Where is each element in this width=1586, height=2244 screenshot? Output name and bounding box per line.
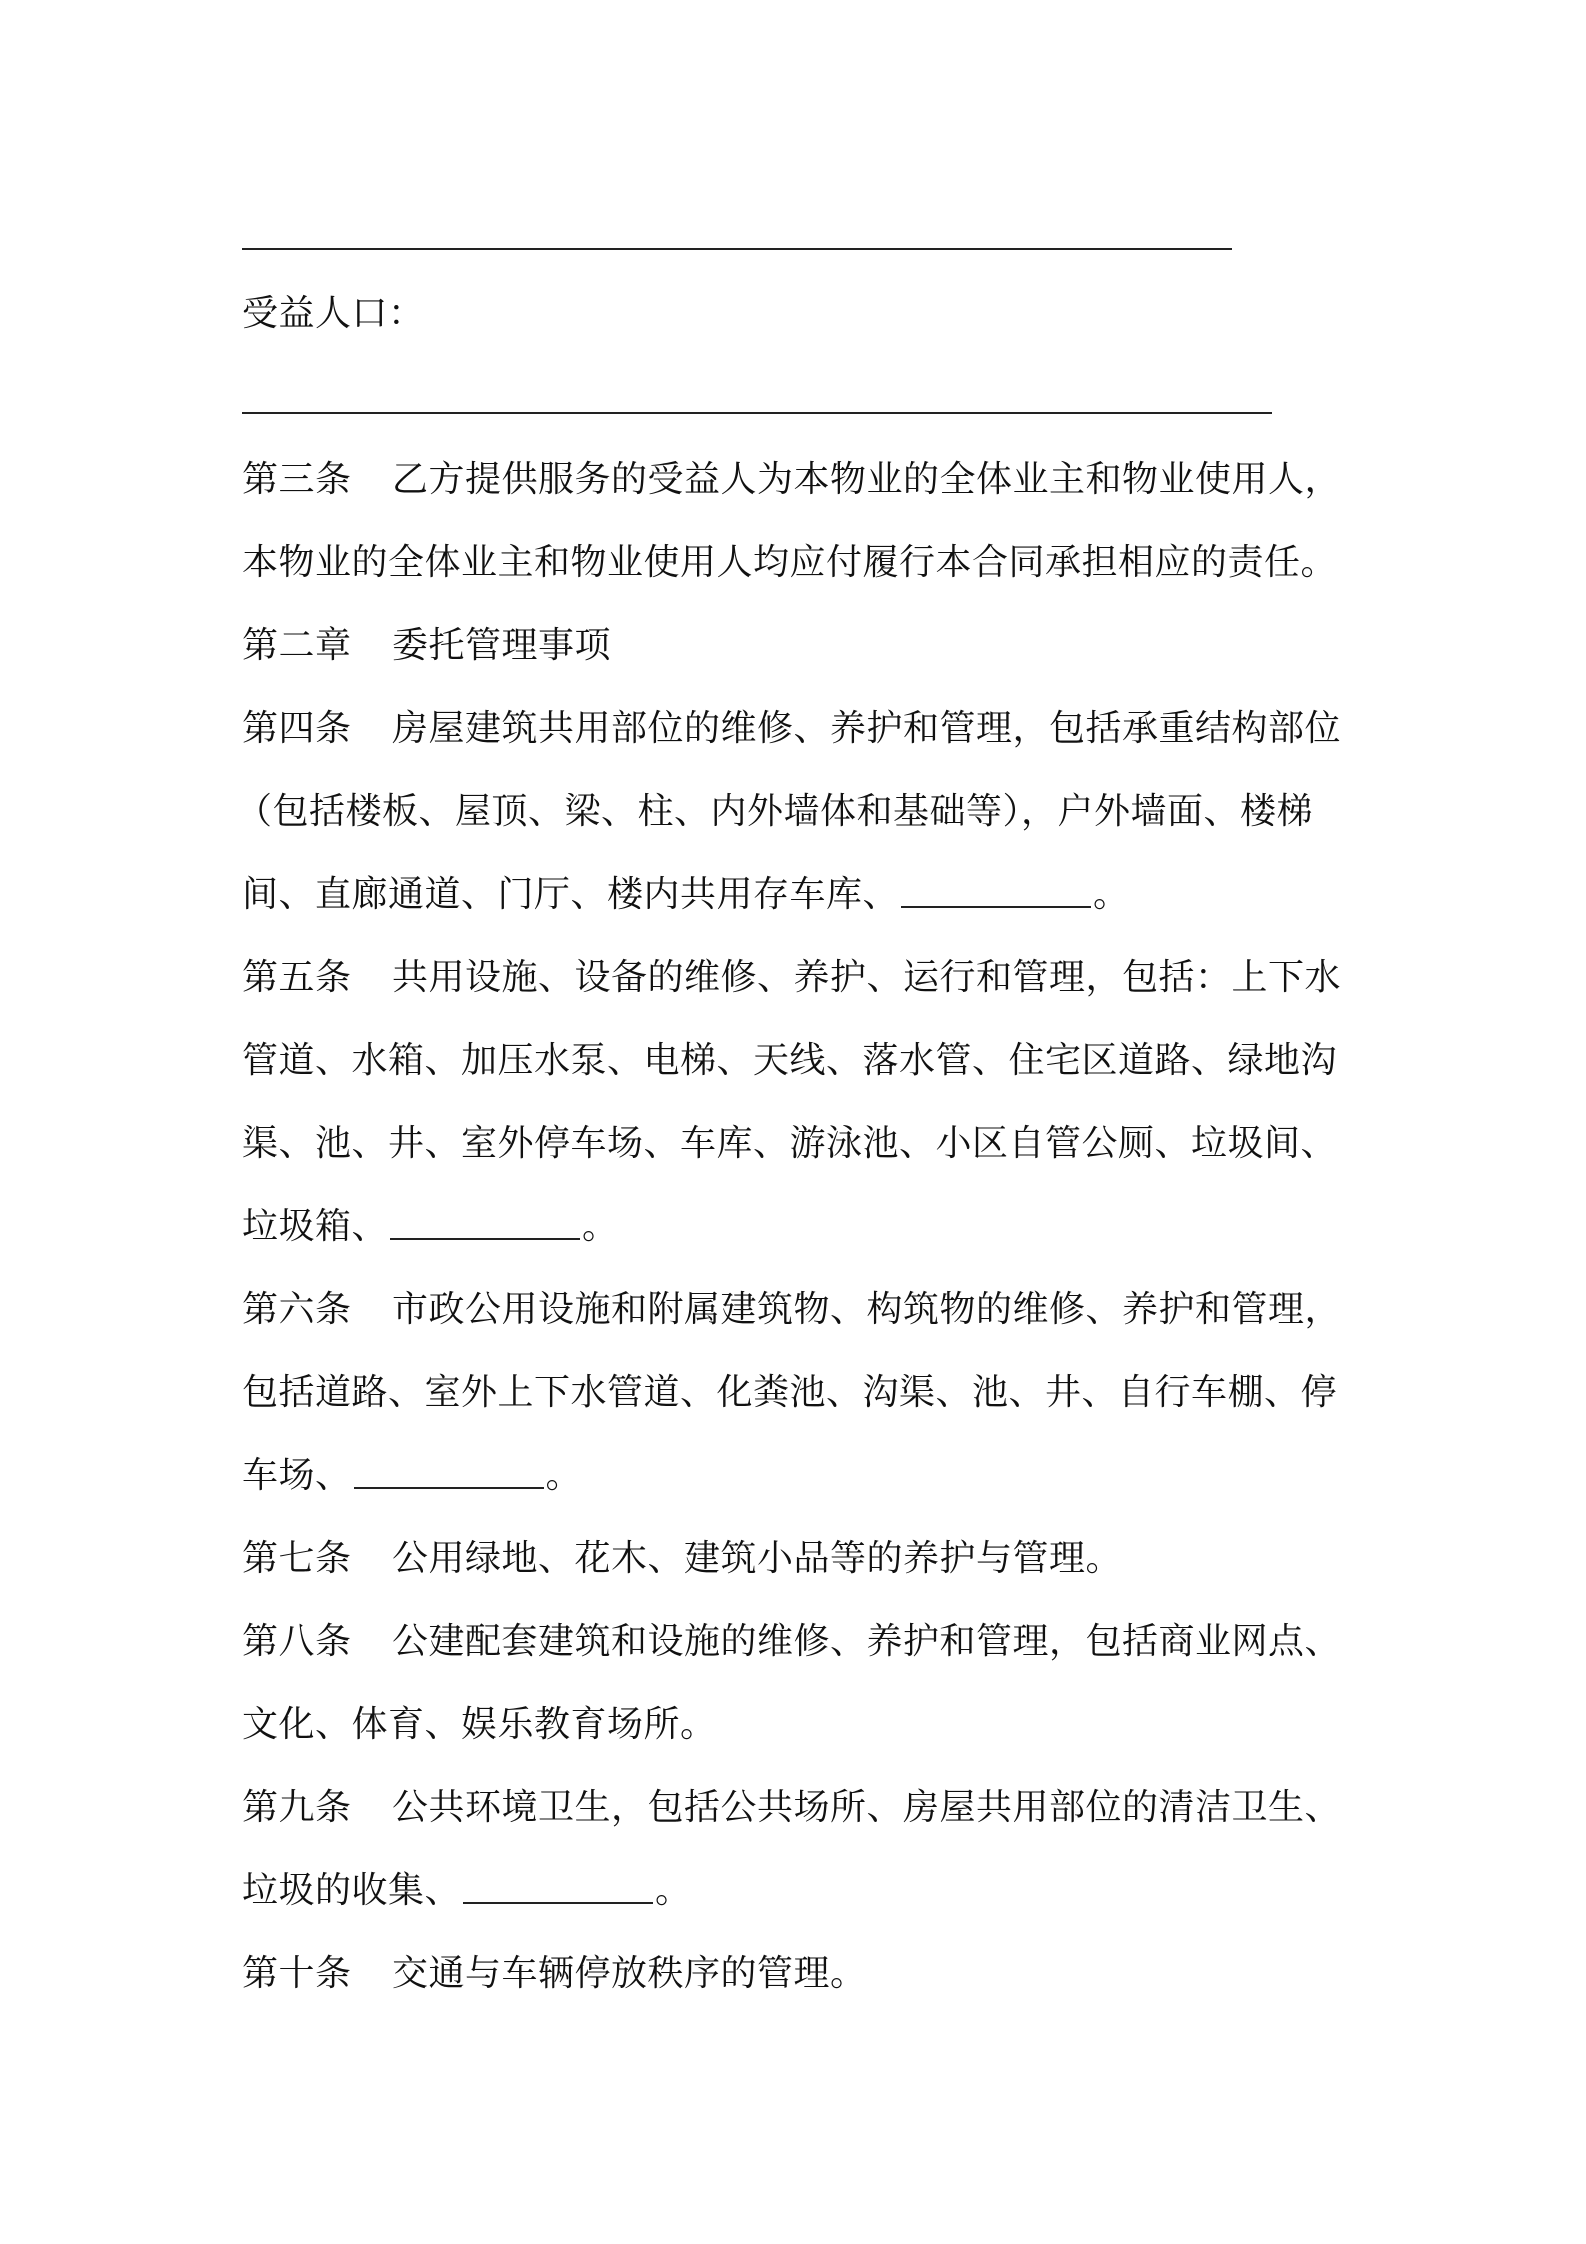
article-8-line-1 [242,1620,1362,1664]
article-text: 公建配套建筑和设施的维修、养护和管理，包括商业网点、 [392,1621,1342,1662]
blank-fill-line-top [242,248,1232,250]
article-text: 乙方提供服务的受益人为本物业的全体业主和物业使用人， [392,459,1342,500]
sentence-end: 。 [1093,874,1130,915]
blank-fill [901,876,1091,908]
blank-fill [390,1208,580,1240]
article-text: 房屋建筑共用部位的维修、养护和管理，包括承重结构部位 [392,708,1342,749]
article-number: 第三条 [242,459,352,500]
article-number: 第九条 [242,1787,352,1828]
article-4-line-3 [242,873,1362,917]
chapter-number: 第二章 [242,625,352,666]
blank-fill-line-beneficiary [242,412,1272,414]
article-10-line-1 [242,1952,1362,1996]
article-6-line-1 [242,1288,1362,1332]
article-9-line-2 [242,1869,1362,1913]
article-3-line-1 [242,458,1362,502]
sentence-end: 。 [582,1206,619,1247]
blank-fill [463,1872,653,1904]
article-text: 共用设施、设备的维修、养护、运行和管理，包括：上下水 [392,957,1342,998]
chapter-2-heading [242,624,1362,668]
article-text: 公用绿地、花木、建筑小品等的养护与管理。 [392,1538,1123,1579]
article-number: 第七条 [242,1538,352,1579]
article-8-line-2: 文化、体育、娱乐教育场所。 [242,1704,717,1745]
article-7-line-1 [242,1537,1362,1581]
chapter-title: 委托管理事项 [392,625,612,666]
article-4-line-2: （包括楼板、屋顶、梁、柱、内外墙体和基础等），户外墙面、楼梯 [236,791,1314,832]
sentence-end: 。 [655,1870,692,1911]
article-5-line-1 [242,956,1362,1000]
article-number: 第十条 [242,1953,352,1994]
article-text: 交通与车辆停放秩序的管理。 [392,1953,867,1994]
article-3-line-2: 本物业的全体业主和物业使用人均应付履行本合同承担相应的责任。 [242,542,1338,583]
article-number: 第四条 [242,708,352,749]
article-4-line-1 [242,707,1362,751]
article-text: 间、直廊通道、门厅、楼内共用存车库、 [242,874,900,915]
article-text: 市政公用设施和附属建筑物、构筑物的维修、养护和管理， [392,1289,1342,1330]
article-text: 公共环境卫生，包括公共场所、房屋共用部位的清洁卫生、 [392,1787,1342,1828]
article-5-line-4 [242,1205,1362,1249]
article-text: 垃圾的收集、 [242,1870,462,1911]
article-number: 第八条 [242,1621,352,1662]
article-6-line-3 [242,1454,1362,1498]
article-9-line-1 [242,1786,1362,1830]
beneficiary-label: 受益人口： [242,293,425,334]
blank-fill [354,1457,544,1489]
article-text: 车场、 [242,1455,352,1496]
article-5-line-2: 管道、水箱、加压水泵、电梯、天线、落水管、住宅区道路、绿地沟 [242,1040,1338,1081]
article-5-line-3: 渠、池、井、室外停车场、车库、游泳池、小区自管公厕、垃圾间、 [242,1123,1338,1164]
article-text: 垃圾箱、 [242,1206,389,1247]
article-number: 第五条 [242,957,352,998]
article-number: 第六条 [242,1289,352,1330]
sentence-end: 。 [545,1455,583,1496]
article-6-line-2: 包括道路、室外上下水管道、化粪池、沟渠、池、井、自行车棚、停 [242,1372,1338,1413]
